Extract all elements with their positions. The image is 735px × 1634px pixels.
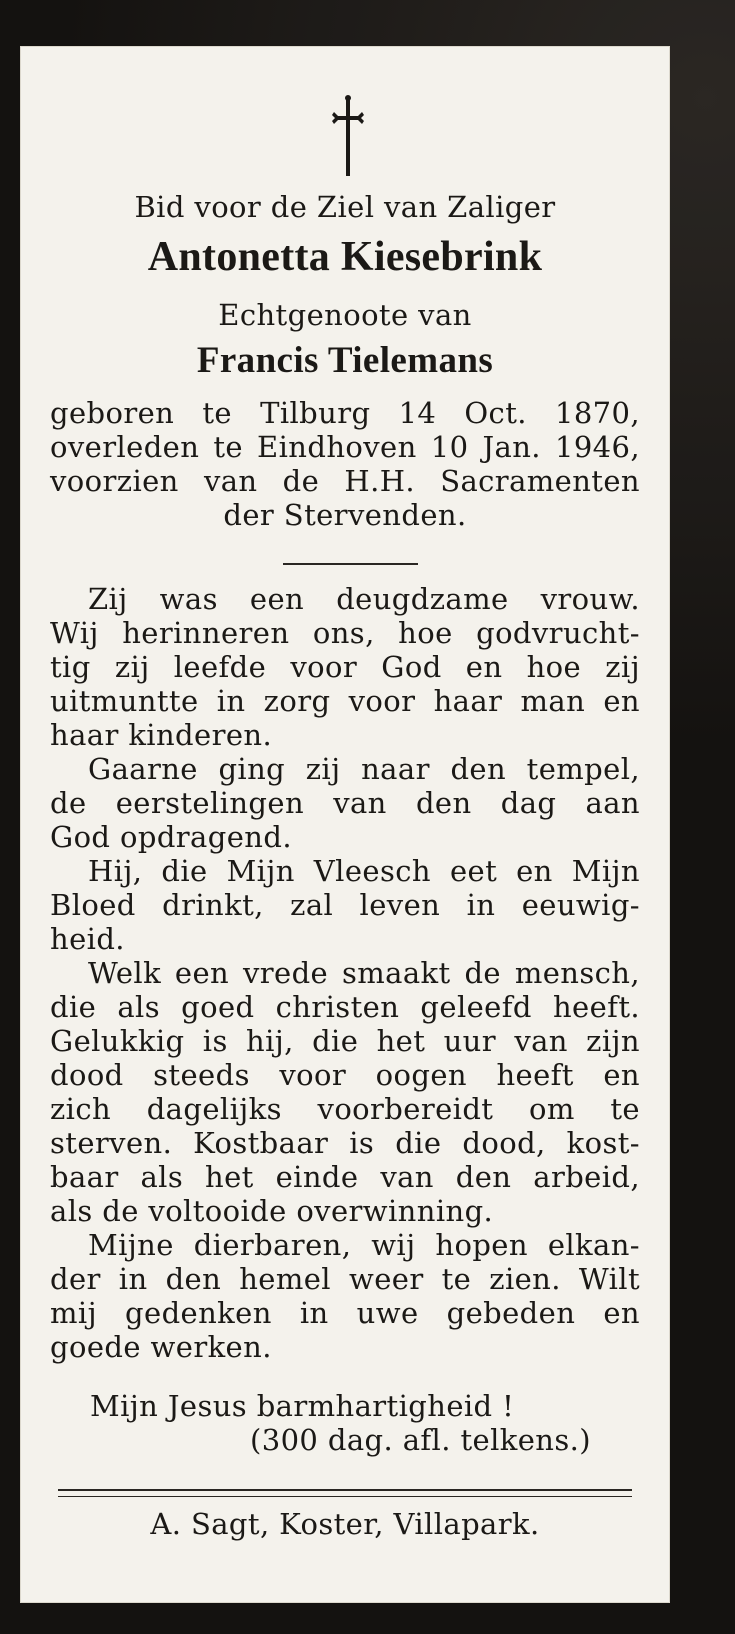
printer-line: A. Sagt, Koster, Villapark. bbox=[150, 1507, 540, 1541]
body-line: Welk een vrede smaakt de mensch, bbox=[88, 956, 640, 990]
body-line: uitmuntte in zorg voor haar man en bbox=[50, 684, 640, 718]
memorial-card bbox=[20, 46, 670, 1603]
body-line: die als goed christen geleefd heeft. bbox=[50, 990, 640, 1024]
divider-short bbox=[283, 563, 418, 565]
body-line: God opdragend. bbox=[50, 820, 292, 854]
body-line: haar kinderen. bbox=[50, 718, 273, 752]
body-line: heid. bbox=[50, 922, 125, 956]
prayer-line: Bid voor de Ziel van Zaliger bbox=[134, 190, 556, 224]
death-line: overleden te Eindhoven 10 Jan. 1946, bbox=[50, 430, 640, 464]
body-line: baar als het einde van den arbeid, bbox=[50, 1160, 640, 1194]
body-line: als de voltooide overwinning. bbox=[50, 1194, 494, 1228]
body-line: zich dagelijks voorbereidt om te bbox=[50, 1092, 640, 1126]
divider-double bbox=[58, 1489, 632, 1497]
body-line: mij gedenken in uwe gebeden en bbox=[50, 1296, 640, 1330]
body-line: tig zij leefde voor God en hoe zij bbox=[50, 650, 640, 684]
body-line: Wij herinneren ons, hoe godvrucht- bbox=[50, 616, 640, 650]
body-line: de eerstelingen van den dag aan bbox=[50, 786, 640, 820]
body-line: Hij, die Mijn Vleesch eet en Mijn bbox=[88, 854, 640, 888]
body-line: Gelukkig is hij, die het uur van zijn bbox=[50, 1024, 640, 1058]
relation-line: Echtgenoote van bbox=[218, 298, 472, 332]
cross-icon bbox=[326, 94, 370, 178]
body-line: Mijne dierbaren, wij hopen elkan- bbox=[88, 1228, 640, 1262]
sacraments-end-line: der Stervenden. bbox=[223, 498, 467, 532]
spouse-name: Francis Tielemans bbox=[196, 340, 494, 381]
body-line: sterven. Kostbaar is die dood, kost- bbox=[50, 1126, 640, 1160]
invocation-line: Mijn Jesus barmhartigheid ! bbox=[90, 1389, 515, 1423]
body-line: goede werken. bbox=[50, 1330, 272, 1364]
body-line: Bloed drinkt, zal leven in eeuwig- bbox=[50, 888, 640, 922]
indulgence-line: (300 dag. afl. telkens.) bbox=[250, 1423, 591, 1457]
body-line: Gaarne ging zij naar den tempel, bbox=[88, 752, 640, 786]
birth-line: geboren te Tilburg 14 Oct. 1870, bbox=[50, 396, 640, 430]
deceased-name: Antonetta Kiesebrink bbox=[147, 234, 543, 280]
body-line: der in den hemel weer te zien. Wilt bbox=[50, 1262, 640, 1296]
body-line: dood steeds voor oogen heeft en bbox=[50, 1058, 640, 1092]
body-line: Zij was een deugdzame vrouw. bbox=[88, 582, 640, 616]
sacraments-line: voorzien van de H.H. Sacramenten bbox=[50, 464, 640, 498]
